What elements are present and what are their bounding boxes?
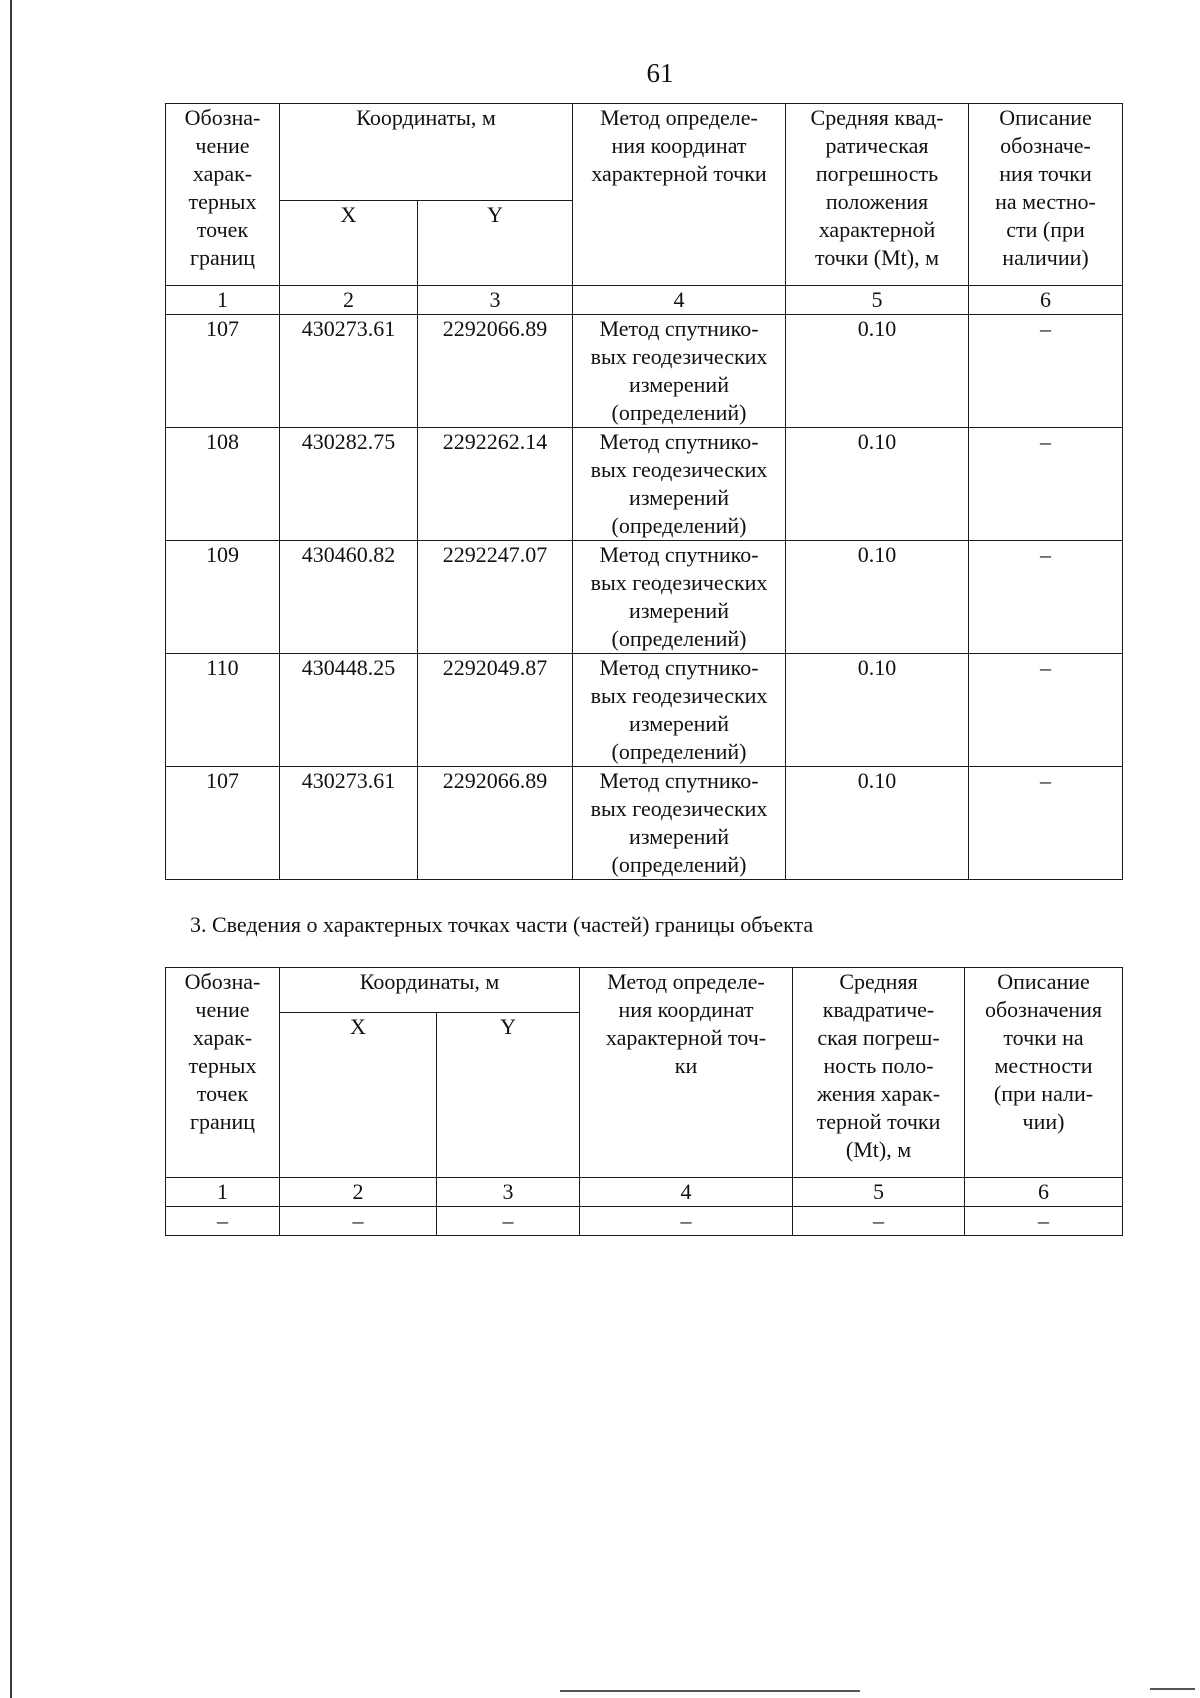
point-id: 107 — [166, 315, 280, 428]
point-id: 107 — [166, 767, 280, 880]
coordinate-x: 430282.75 — [280, 428, 418, 541]
header-description: Описание обозначе- ния точки на местно- сти (при наличии) — [969, 104, 1123, 286]
coordinate-x: 430273.61 — [280, 315, 418, 428]
coordinate-x: 430273.61 — [280, 767, 418, 880]
error-cell: 0.10 — [786, 654, 969, 767]
column-number: 4 — [580, 1178, 793, 1207]
description-cell: – — [969, 541, 1123, 654]
coordinate-y: 2292262.14 — [418, 428, 573, 541]
column-number: 5 — [793, 1178, 965, 1207]
coordinate-y: 2292066.89 — [418, 767, 573, 880]
error-cell: 0.10 — [786, 541, 969, 654]
description-cell: – — [969, 315, 1123, 428]
coordinate-x: 430460.82 — [280, 541, 418, 654]
point-id: 108 — [166, 428, 280, 541]
description-cell: – — [969, 767, 1123, 880]
description-cell: – — [969, 428, 1123, 541]
column-number: 6 — [965, 1178, 1123, 1207]
header-x: X — [280, 201, 418, 286]
table-row — [166, 767, 1123, 880]
header-coordinates: Координаты, м — [280, 968, 580, 1013]
error-cell: 0.10 — [786, 767, 969, 880]
point-id: – — [166, 1207, 280, 1236]
description-cell: – — [969, 654, 1123, 767]
table-row — [166, 654, 1123, 767]
column-number-row — [166, 286, 1123, 315]
column-number: 5 — [786, 286, 969, 315]
table-header-row — [166, 104, 1123, 201]
column-number-row — [166, 1178, 1123, 1207]
error-cell: – — [793, 1207, 965, 1236]
section-heading: 3. Сведения о характерных точках части (частей) границы объекта — [190, 912, 814, 937]
coordinate-y: 2292066.89 — [418, 315, 573, 428]
scan-edge-bottom-right — [1150, 1688, 1195, 1690]
method-cell: Метод спутнико- вых геодезических измерений (определений) — [573, 654, 786, 767]
column-number: 3 — [418, 286, 573, 315]
header-y: Y — [418, 201, 573, 286]
coordinate-y: – — [437, 1207, 580, 1236]
point-id: 110 — [166, 654, 280, 767]
scan-edge-bottom — [560, 1690, 860, 1692]
method-cell: Метод спутнико- вых геодезических измерений (определений) — [573, 767, 786, 880]
point-id: 109 — [166, 541, 280, 654]
coordinate-x: – — [280, 1207, 437, 1236]
header-description: Описание обозначения точки на местности (при нали- чии) — [965, 968, 1123, 1178]
error-cell: 0.10 — [786, 315, 969, 428]
method-cell: – — [580, 1207, 793, 1236]
header-error: Средняя квадратиче- ская погреш- ность поло- жения харак- терной точки (Mt), м — [793, 968, 965, 1178]
boundary-points-table — [165, 103, 1123, 880]
coordinate-x: 430448.25 — [280, 654, 418, 767]
method-cell: Метод спутнико- вых геодезических измерений (определений) — [573, 541, 786, 654]
column-number: 4 — [573, 286, 786, 315]
part-boundary-points-table — [165, 967, 1123, 1236]
header-error: Средняя квад- ратическая погрешность положения характерной точки (Mt), м — [786, 104, 969, 286]
column-number: 6 — [969, 286, 1123, 315]
column-number: 2 — [280, 286, 418, 315]
header-designation: Обозна- чение харак- терных точек границ — [166, 104, 280, 286]
table-row — [166, 315, 1123, 428]
column-number: 1 — [166, 1178, 280, 1207]
column-number: 3 — [437, 1178, 580, 1207]
method-cell: Метод спутнико- вых геодезических измерений (определений) — [573, 315, 786, 428]
coordinate-y: 2292049.87 — [418, 654, 573, 767]
error-cell: 0.10 — [786, 428, 969, 541]
table-header-row — [166, 968, 1123, 1013]
method-cell: Метод спутнико- вых геодезических измерений (определений) — [573, 428, 786, 541]
header-y: Y — [437, 1013, 580, 1178]
table-row — [166, 541, 1123, 654]
column-number: 2 — [280, 1178, 437, 1207]
column-number: 1 — [166, 286, 280, 315]
scan-edge-left — [10, 0, 12, 1698]
description-cell: – — [965, 1207, 1123, 1236]
header-x: X — [280, 1013, 437, 1178]
header-coordinates: Координаты, м — [280, 104, 573, 201]
header-method: Метод определе- ния координат характерной точки — [573, 104, 786, 286]
header-method: Метод определе- ния координат характерной точ- ки — [580, 968, 793, 1178]
page-number: 61 — [646, 58, 674, 88]
coordinate-y: 2292247.07 — [418, 541, 573, 654]
header-designation: Обозна- чение харак- терных точек границ — [166, 968, 280, 1178]
table-row — [166, 1207, 1123, 1236]
table-row — [166, 428, 1123, 541]
